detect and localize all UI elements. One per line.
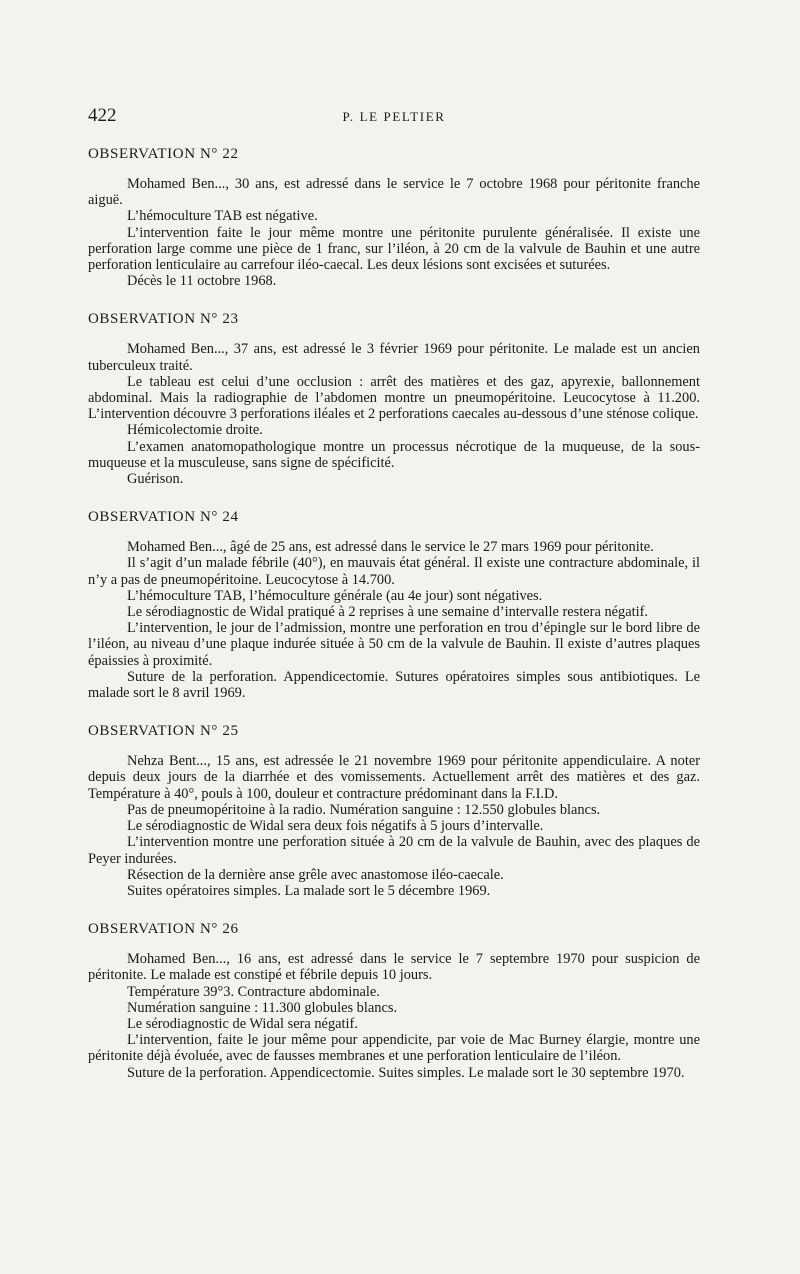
running-head: P. LE PELTIER [342,109,446,124]
paragraph: L’examen anatomopathologique montre un processus nécrotique de la muqueuse, de la sous-muqueuse et la musculeuse, sans signe de spécificité. [88,438,700,471]
paragraph: Suites opératoires simples. La malade sort le 5 décembre 1969. [127,882,491,899]
page-header [88,105,700,129]
paragraph: L’hémoculture TAB est négative. [127,208,318,225]
paragraph: Pas de pneumopéritoine à la radio. Numération sanguine : 12.550 globules blancs. [127,801,601,818]
paragraph: Résection de la dernière anse grêle avec anastomose iléo-caecale. [127,866,504,883]
paragraph: Il s’agit d’un malade fébrile (40°), en mauvais état général. Il existe une contracture abdominale, il n’y a pas de pneumopéritoine. Leucocytose à 14.700. [88,555,700,588]
paragraph: L’intervention, le jour de l’admission, montre une perforation en trou d’épingle sur le bord libre de l’iléon, au niveau d’une plaque indurée située à 50 cm de la valvule de Bauhin. Il existe d’autres plaques épaissies à proximité. [88,620,700,669]
paragraph: L’intervention, faite le jour même pour appendicite, par voie de Mac Burney élargie, montre une péritonite déjà évoluée, avec de fausses membranes et une perforation lenticulaire de l’iléon. [88,1032,700,1065]
observation-title: OBSERVATION N° 26 [88,921,239,938]
observation-25 [88,721,700,899]
paragraph: Numération sanguine : 11.300 globules blancs. [127,999,398,1016]
paragraph: Hémicolectomie droite. [127,422,263,439]
observation-26 [88,919,700,1081]
paragraph: Le tableau est celui d’une occlusion : arrêt des matières et des gaz, apyrexie, ballonnement abdominal. Mais la radiographie de l’abdomen montre un pneumopéritoine. Leucocytose à 11.200. L’intervention découvre 3 perforations iléales et 2 perforations caecales au-dessous d’une sténose colique. [88,373,700,423]
paragraph: L’hémoculture TAB, l’hémoculture générale (au 4e jour) sont négatives. [127,587,543,604]
paragraph: L’intervention faite le jour même montre une péritonite purulente généralisée. Il existe une perforation large comme une pièce de 1 franc, sur l’iléon, à 20 cm de la valvule de Bauhin et une autre perforation lenticulaire au carrefour iléo-caecal. Les deux lésions sont excisées et suturées. [88,224,700,274]
paragraph: Le sérodiagnostic de Widal pratiqué à 2 reprises à une semaine d’intervalle restera négatif. [127,604,648,621]
paragraph: Nehza Bent..., 15 ans, est adressée le 21 novembre 1969 pour péritonite appendiculaire. A noter depuis deux jours de la diarrhée et des vomissements. Actuellement arrêt des matières et des gaz. Température à 40°, pouls à 100, douleur et contracture prédominant dans la F.I.D. [88,753,700,802]
observation-title: OBSERVATION N° 25 [88,723,239,740]
paragraph: L’intervention montre une perforation située à 20 cm de la valvule de Bauhin, avec des plaques de Peyer indurées. [88,834,700,867]
observation-title: OBSERVATION N° 22 [88,146,239,162]
paragraph: Suture de la perforation. Appendicectomie. Suites simples. Le malade sort le 30 septembre 1970. [127,1064,685,1081]
paragraph: Mohamed Ben..., 30 ans, est adressé dans le service le 7 octobre 1968 pour péritonite franche aiguë. [88,176,700,209]
paragraph: Le sérodiagnostic de Widal sera négatif. [127,1015,358,1032]
paragraph: Suture de la perforation. Appendicectomie. Sutures opératoires simples sous antibiotiques. Le malade sort le 8 avril 1969. [88,668,700,702]
article-body [88,144,700,1101]
paragraph: Mohamed Ben..., 16 ans, est adressé dans le service le 7 septembre 1970 pour suspicion de péritonite. Le malade est constipé et fébrile depuis 10 jours. [88,951,700,984]
paragraph: Guérison. [127,471,184,488]
observation-22 [88,144,700,289]
page-number: 422 [88,105,117,126]
paragraph: Mohamed Ben..., âgé de 25 ans, est adressé dans le service le 27 mars 1969 pour péritonite. [127,539,654,556]
observation-24 [88,507,700,701]
observation-title: OBSERVATION N° 24 [88,509,239,526]
paragraph: Décès le 11 octobre 1968. [127,273,277,290]
observation-23 [88,309,700,487]
paragraph: Mohamed Ben..., 37 ans, est adressé le 3 février 1969 pour péritonite. Le malade est un ancien tuberculeux traité. [88,341,700,374]
observation-title: OBSERVATION N° 23 [88,311,239,328]
paragraph: Température 39°3. Contracture abdominale. [127,983,380,1000]
paragraph: Le sérodiagnostic de Widal sera deux fois négatifs à 5 jours d’intervalle. [127,818,544,835]
